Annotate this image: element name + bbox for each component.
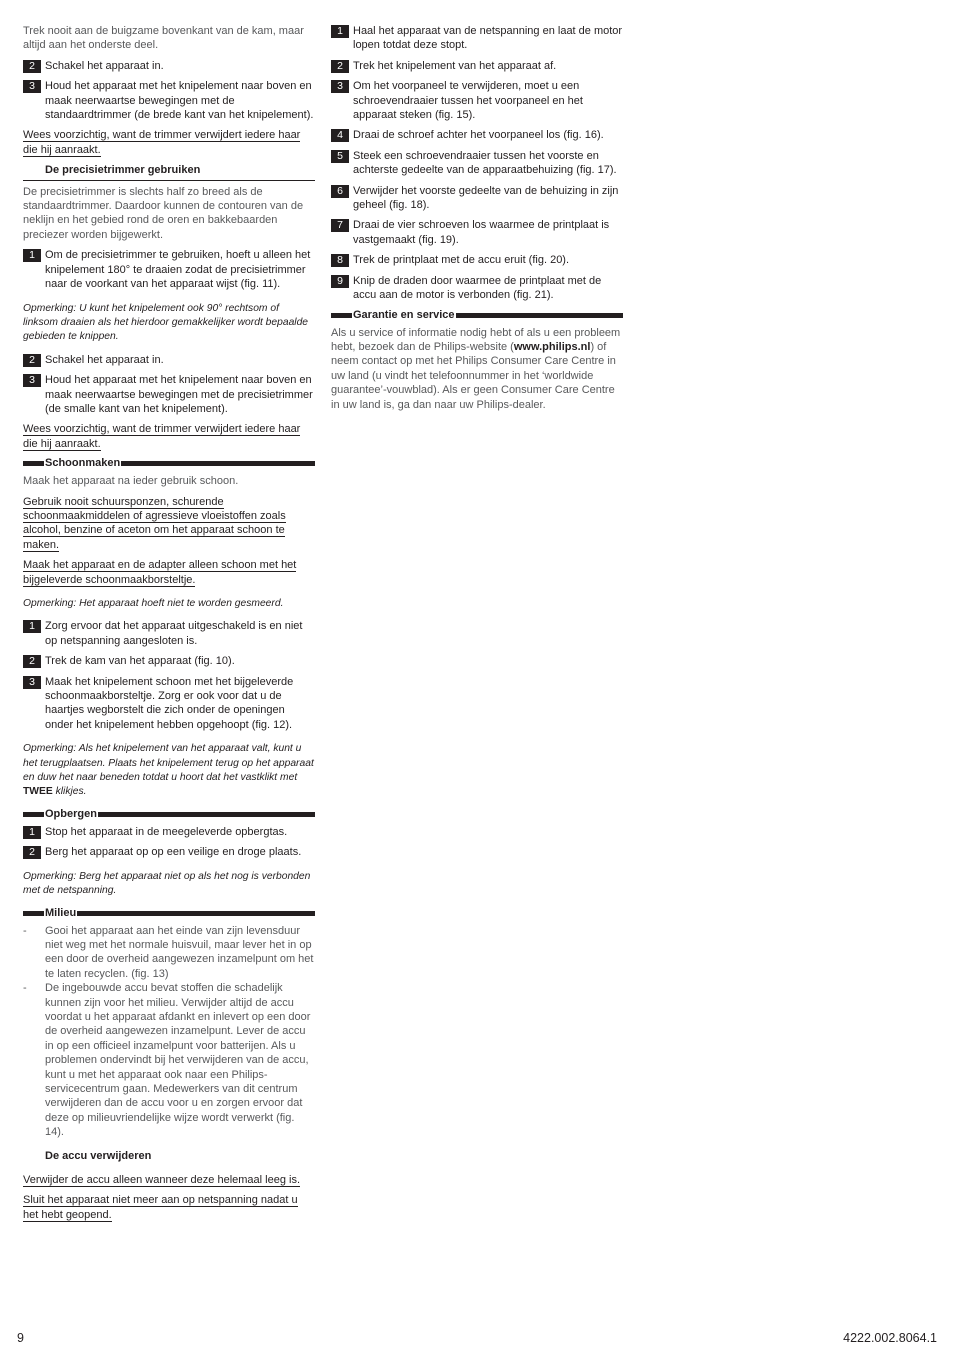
note-text: Opmerking: Het apparaat hoeft niet te worden gesmeerd. bbox=[23, 598, 284, 609]
step-text: Steek een schroevendraaier tussen het voorste en achterste gedeelte van de apparaatbehuizing (fig. 17). bbox=[353, 149, 617, 177]
warning-text: Wees voorzichtig, want de trimmer verwijdert iedere haar die hij aanraakt. bbox=[23, 129, 301, 156]
step-text: Om het voorpaneel te verwijderen, moet u een schroevendraaier tussen het voorpaneel en het apparaat steken (fig. 15). bbox=[353, 80, 583, 122]
step-item bbox=[23, 373, 315, 416]
step-number: 4 bbox=[331, 129, 349, 142]
step-item bbox=[23, 79, 315, 122]
step-number: 1 bbox=[23, 826, 41, 839]
heading-bar bbox=[77, 911, 315, 916]
warranty-paragraph: Als u service of informatie nodig hebt of als u een probleem hebt, bezoek dan de Philips-website (www.philips.nl) of neem contact op met het Philips Consumer Care Centre in uw land (u vindt het telefoonnummer in het ‘worldwide guarantee’-vouwblad). Als er geen Consumer Care Centre in uw land is, ga dan naar uw Philips-dealer. bbox=[331, 326, 621, 411]
step-text: Trek de kam van het apparaat (fig. 10). bbox=[45, 655, 235, 668]
heading-bar bbox=[331, 313, 352, 318]
cleaning-intro: Maak het apparaat na ieder gebruik schoon. bbox=[23, 475, 239, 488]
step-item bbox=[331, 149, 623, 178]
step-number: 9 bbox=[331, 275, 349, 288]
list-item bbox=[23, 981, 315, 1139]
step-item bbox=[331, 274, 623, 303]
section-heading-storage bbox=[23, 808, 315, 821]
step-item bbox=[331, 184, 623, 213]
spacer bbox=[23, 1140, 315, 1146]
heading-bar bbox=[98, 812, 315, 817]
step-number: 5 bbox=[331, 150, 349, 163]
step-number: 8 bbox=[331, 254, 349, 267]
section-heading-label: Opbergen bbox=[45, 807, 97, 820]
note-text: Opmerking: Berg het apparaat niet op als het nog is verbonden met de netspanning. bbox=[23, 870, 311, 897]
warning-text: Maak het apparaat en de adapter alleen schoon met het bijgeleverde schoonmaakborsteltje. bbox=[23, 559, 297, 586]
step-text: Houd het apparaat met het knipelement naar boven en maak neerwaartse bewegingen met de standaardtrimmer (de brede kant van het knipelement). bbox=[45, 80, 314, 122]
step-item bbox=[23, 654, 315, 668]
step-text: Trek het knipelement van het apparaat af. bbox=[353, 59, 557, 72]
heading-bar bbox=[456, 313, 623, 318]
section-heading-cleaning bbox=[23, 457, 315, 470]
step-number: 3 bbox=[23, 80, 41, 93]
heading-bar bbox=[23, 812, 44, 817]
left-column bbox=[23, 24, 315, 1228]
precision-trimmer-heading: De precisietrimmer gebruiken bbox=[23, 163, 315, 180]
step-text: Houd het apparaat met het knipelement naar boven en maak neerwaartse bewegingen met de precisietrimmer (de smalle kant van het knipelement). bbox=[45, 374, 313, 415]
section-heading-label: Milieu bbox=[45, 906, 77, 919]
step-text: Om de precisietrimmer te gebruiken, hoeft u alleen het knipelement 180° te draaien zodat de precisietrimmer naar de voorkant van het apparaat wijst (fig. 11). bbox=[45, 249, 311, 291]
step-item bbox=[23, 675, 315, 733]
heading-bar bbox=[23, 461, 44, 466]
step-item bbox=[23, 59, 315, 73]
step-item bbox=[23, 825, 315, 839]
right-column bbox=[331, 24, 623, 418]
step-item bbox=[331, 218, 623, 247]
warning-text: Verwijder de accu alleen wanneer deze helemaal leeg is. bbox=[23, 1174, 301, 1186]
section-heading-label: Garantie en service bbox=[353, 308, 455, 321]
document-code: 4222.002.8064.1 bbox=[843, 1331, 937, 1345]
note-text: Opmerking: Als het knipelement van het apparaat valt, kunt u het terugplaatsen. Plaats het knipelement terug op het apparaat en duw het naar beneden totdat u hoort dat het vastklikt met TWEE klikjes. bbox=[23, 743, 314, 798]
step-number: 3 bbox=[23, 676, 41, 689]
step-text: Knip de draden door waarmee de printplaat met de accu aan de motor is verbonden (fig. 21). bbox=[353, 274, 602, 302]
list-item-text: Gooi het apparaat aan het einde van zijn levensduur niet weg met het normale huisvuil, maar lever het in op een door de overheid aangewezen inzamelpunt om het te laten recyclen. (fig. 13) bbox=[45, 924, 314, 980]
section-heading-label: Schoonmaken bbox=[45, 457, 121, 470]
section-heading-environment bbox=[23, 907, 315, 920]
step-item bbox=[331, 59, 623, 73]
step-text: Berg het apparaat op op een veilige en droge plaats. bbox=[45, 846, 302, 859]
step-item bbox=[331, 128, 623, 142]
step-number: 1 bbox=[331, 25, 349, 38]
warning-text: Wees voorzichtig, want de trimmer verwijdert iedere haar die hij aanraakt. bbox=[23, 423, 301, 450]
step-text: Zorg ervoor dat het apparaat uitgeschakeld is en niet op netspanning aangesloten is. bbox=[45, 620, 303, 647]
page-number: 9 bbox=[17, 1331, 24, 1345]
step-number: 3 bbox=[331, 80, 349, 93]
heading-bar bbox=[121, 461, 315, 466]
battery-removal-heading: De accu verwijderen bbox=[45, 1149, 152, 1162]
step-number: 1 bbox=[23, 620, 41, 633]
philips-website-link[interactable]: www.philips.nl bbox=[513, 340, 591, 353]
list-item bbox=[23, 924, 315, 982]
step-text: Haal het apparaat van de netspanning en laat de motor lopen totdat deze stopt. bbox=[353, 25, 623, 52]
list-dash: - bbox=[23, 924, 27, 937]
step-text: Verwijder het voorste gedeelte van de behuizing in zijn geheel (fig. 18). bbox=[353, 184, 619, 212]
note-text: Opmerking: U kunt het knipelement ook 90° rechtsom of linksom draaien als het hierdoor gemakkelijker wordt bepaalde gebieden te knippen. bbox=[23, 302, 309, 343]
step-text: Draai de vier schroeven los waarmee de printplaat is vastgemaakt (fig. 19). bbox=[353, 219, 610, 246]
intro-paragraph: Trek nooit aan de buigzame bovenkant van de kam, maar altijd aan het onderste deel. bbox=[23, 25, 304, 52]
warning-text: Gebruik nooit schuursponzen, schurende schoonmaakmiddelen of agressieve vloeistoffen zoals alcohol, benzine of aceton om het apparaat schoon te maken. bbox=[23, 495, 286, 551]
section-heading-warranty bbox=[331, 309, 623, 322]
list-dash: - bbox=[23, 982, 27, 995]
step-number: 7 bbox=[331, 219, 349, 232]
step-text: Draai de schroef achter het voorpaneel los (fig. 16). bbox=[353, 129, 604, 142]
step-number: 3 bbox=[23, 374, 41, 387]
step-text: Maak het knipelement schoon met het bijgeleverde schoonmaakborsteltje. Zorg er ook voor dat u de haartjes wegborstelt die zich onder de openingen onder het knipelement hebben opgehoopt (fig. 12). bbox=[45, 675, 294, 731]
step-number: 2 bbox=[331, 60, 349, 73]
step-item bbox=[331, 253, 623, 267]
step-text: Schakel het apparaat in. bbox=[45, 59, 164, 72]
step-item bbox=[23, 353, 315, 367]
step-number: 2 bbox=[23, 846, 41, 859]
step-number: 1 bbox=[23, 249, 41, 262]
step-number: 2 bbox=[23, 60, 41, 73]
step-item bbox=[23, 845, 315, 859]
heading-bar bbox=[23, 911, 44, 916]
step-number: 6 bbox=[331, 185, 349, 198]
step-item bbox=[23, 619, 315, 648]
warning-text: Sluit het apparaat niet meer aan op netspanning nadat u het hebt geopend. bbox=[23, 1194, 298, 1221]
step-number: 2 bbox=[23, 655, 41, 668]
precision-intro: De precisietrimmer is slechts half zo breed als de standaardtrimmer. Daardoor kunnen de contouren van de neklijn en het gebied rond de oren en bakkebaarden preciezer worden bijgewerkt. bbox=[23, 185, 304, 241]
step-text: Schakel het apparaat in. bbox=[45, 353, 164, 366]
step-text: Stop het apparaat in de meegeleverde opbergtas. bbox=[45, 825, 288, 838]
step-item bbox=[23, 248, 315, 291]
list-item-text: De ingebouwde accu bevat stoffen die schadelijk kunnen zijn voor het milieu. Verwijder altijd de accu voordat u het apparaat afdankt en inlevert op een door de overheid aangewezen inzamelpunt. Lever de accu in op een officieel inzamelpunt voor batterijen. Als u problemen ondervindt bij het verwijderen van de accu, kunt u met het apparaat ook naar een Philips-servicecentrum gaan. Medewerkers van dit centrum verwijderen dan de accu voor u en zorgen ervoor dat deze op milieuvriendelijke wijze wordt verwerkt (fig. 14). bbox=[45, 982, 311, 1139]
step-text: Trek de printplaat met de accu eruit (fig. 20). bbox=[353, 254, 570, 267]
step-item bbox=[331, 24, 623, 53]
step-number: 2 bbox=[23, 354, 41, 367]
step-item bbox=[331, 79, 623, 122]
